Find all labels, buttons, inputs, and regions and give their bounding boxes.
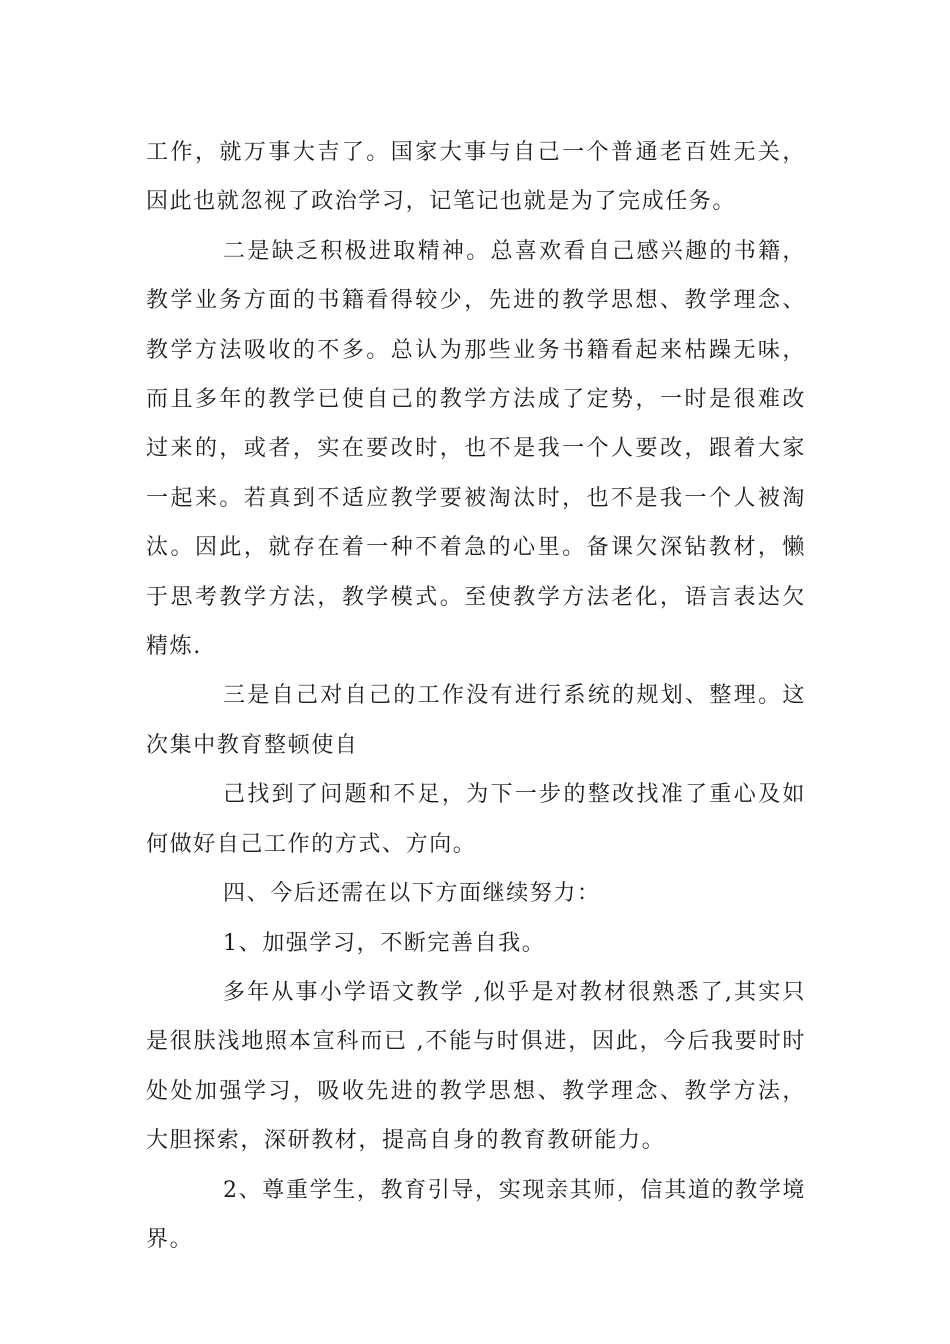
paragraph-8: 2、尊重学生，教育引导，实现亲其师，信其道的教学境界。 <box>146 1177 806 1252</box>
paragraph-7: 多年从事小学语文教学 ,似乎是对教材很熟悉了,其实只是很肤浅地照本宣科而已 ,不能与时俱进，因此，今后我要时时处处加强学习，吸收先进的教学思想、教学理念、教学方法，大胆探索，深研教材，提高自身的教育教研能力。 <box>146 979 806 1154</box>
paragraph-4: 己找到了问题和不足，为下一步的整改找准了重心及如何做好自己工作的方式、方向。 <box>146 782 806 857</box>
paragraph-3: 三是自己对自己的工作没有进行系统的规划、整理。这次集中教育整顿使自 <box>146 683 806 758</box>
paragraph-5: 四、今后还需在以下方面继续努力： <box>223 881 601 907</box>
paragraph-1: 工作，就万事大吉了。国家大事与自己一个普通老百姓无关，因此也就忽视了政治学习，记笔记也就是为了完成任务。 <box>146 140 806 215</box>
paragraph-2: 二是缺乏积极进取精神。总喜欢看自己感兴趣的书籍，教学业务方面的书籍看得较少，先进的教学思想、教学理念、教学方法吸收的不多。总认为那些业务书籍看起来枯躁无味，而且多年的教学已使自己的教学方法成了定势，一时是很难改过来的，或者，实在要改时，也不是我一个人要改，跟着大家一起来。若真到不适应教学要被淘汰时，也不是我一个人被淘汰。因此，就存在着一种不着急的心里。备课欠深钻教材，懒于思考教学方法，教学模式。至使教学方法老化，语言表达欠精炼. <box>146 238 806 660</box>
paragraph-6: 1、加强学习，不断完善自我。 <box>223 930 546 956</box>
document-body <box>146 128 806 1264</box>
